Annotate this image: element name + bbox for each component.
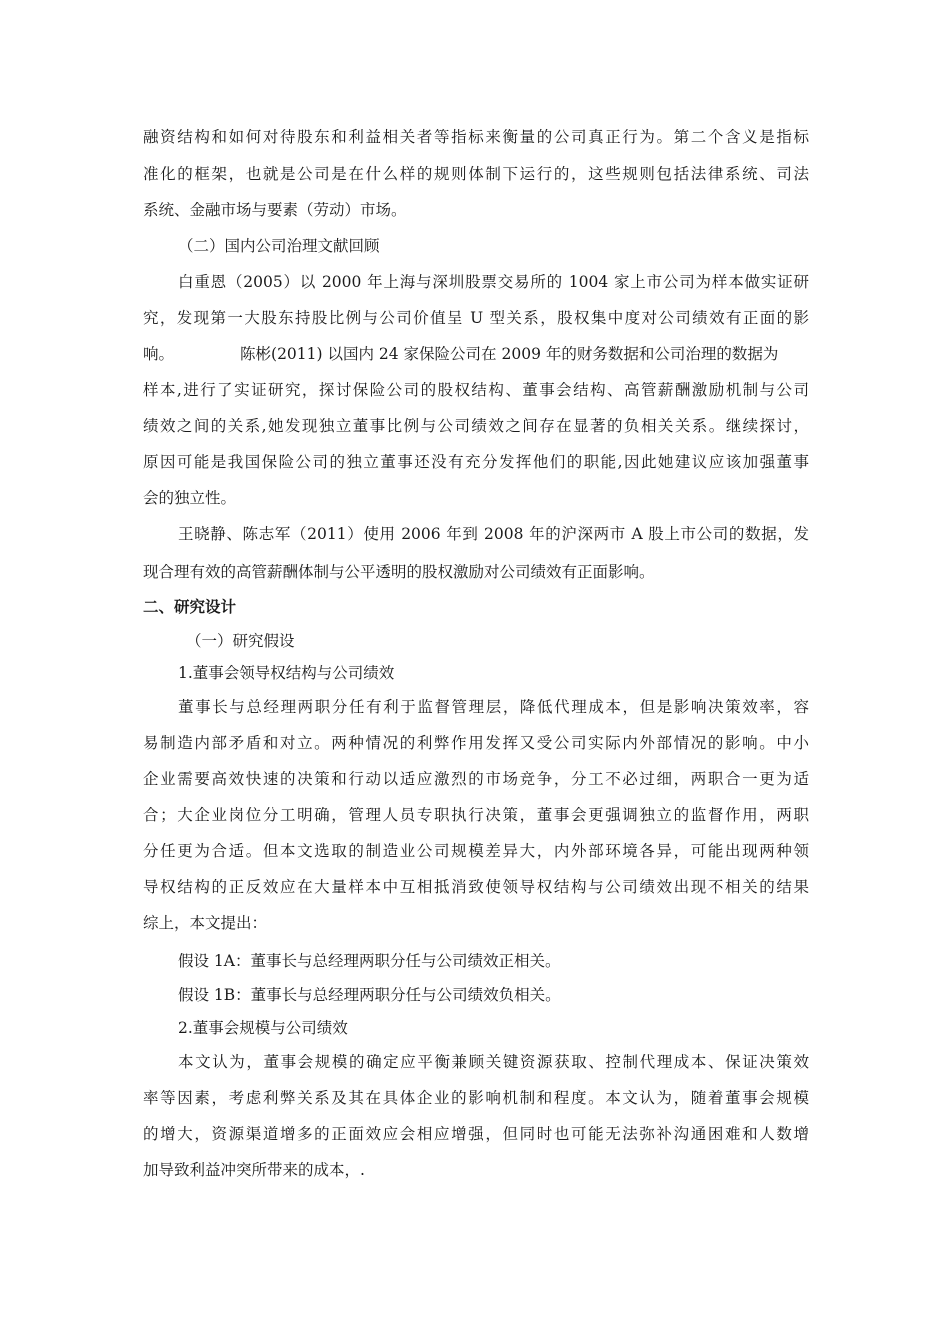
intro-line-2: 准化的框架，也就是公司是在什么样的规则体制下运行的，这些规则包括法律系统、司法 <box>143 165 809 183</box>
section-heading-research-design: 二、研究设计 <box>143 598 237 616</box>
board-size-line-1: 本文认为，董事会规模的确定应平衡兼顾关键资源获取、控制代理成本、保证决策效 <box>178 1053 809 1071</box>
board-size-line-3: 的增大，资源渠道增多的正面效应会相应增强，但同时也可能无法弥补沟通困难和人数增 <box>143 1125 809 1143</box>
wang-line-1: 王晓静、陈志军（2011）使用 2006 年到 2008 年的沪深两市 A 股上市公司的数据，发 <box>178 525 809 543</box>
hypothesis-1a: 假设 1A：董事长与总经理两职分任与公司绩效正相关。 <box>178 952 561 970</box>
board-size-line-2: 率等因素，考虑利弊关系及其在具体企业的影响机制和程度。本文认为，随着董事会规模 <box>143 1089 809 1107</box>
hypothesis-1b: 假设 1B：董事长与总经理两职分任与公司绩效负相关。 <box>178 986 561 1004</box>
bai-line-3-start: 响。 <box>143 345 175 363</box>
bai-line-4: 样本,进行了实证研究，探讨保险公司的股权结构、董事会结构、高管薪酬激励机制与公司 <box>143 381 809 399</box>
intro-line-1: 融资结构和如何对待股东和利益相关者等指标来衡量的公司真正行为。第二个含义是指标 <box>143 128 809 146</box>
leadership-line-7: 综上，本文提出： <box>143 914 268 932</box>
leadership-line-1: 董事长与总经理两职分任有利于监督管理层，降低代理成本，但是影响决策效率，容 <box>178 698 809 716</box>
subsection-heading-hypothesis: （一）研究假设 <box>186 632 295 650</box>
leadership-line-5: 分任更为合适。但本文选取的制造业公司规模差异大，内外部环境各异，可能出现两种领 <box>143 842 809 860</box>
leadership-line-2: 易制造内部矛盾和对立。两种情况的利弊作用发挥又受公司实际内外部情况的影响。中小 <box>143 734 809 752</box>
bai-line-5: 绩效之间的关系,她发现独立董事比例与公司绩效之间存在显著的负相关关系。继续探讨， <box>143 417 809 435</box>
leadership-line-6: 导权结构的正反效应在大量样本中互相抵消致使领导权结构与公司绩效出现不相关的结果 <box>143 878 809 896</box>
bai-line-6: 原因可能是我国保险公司的独立董事还没有充分发挥他们的职能,因此她建议应该加强董事 <box>143 453 809 471</box>
chen-bin-line-start: 陈彬(2011) 以国内 24 家保险公司在 2009 年的财务数据和公司治理的数据为 <box>240 345 779 363</box>
board-size-line-4: 加导致利益冲突所带来的成本，. <box>143 1161 365 1179</box>
intro-line-3: 系统、金融市场与要素（劳动）市场。 <box>143 201 407 219</box>
subsection-heading-board-leadership: 1.董事会领导权结构与公司绩效 <box>178 664 395 682</box>
section-heading-domestic-review: （二）国内公司治理文献回顾 <box>178 237 380 255</box>
bai-line-2: 究，发现第一大股东持股比例与公司价值呈 U 型关系，股权集中度对公司绩效有正面的影 <box>143 309 809 327</box>
leadership-line-4: 合；大企业岗位分工明确，管理人员专职执行决策，董事会更强调独立的监督作用，两职 <box>143 806 809 824</box>
bai-line-3 <box>143 344 809 364</box>
leadership-line-3: 企业需要高效快速的决策和行动以适应激烈的市场竞争，分工不必过细，两职合一更为适 <box>143 770 809 788</box>
bai-line-1: 白重恩（2005）以 2000 年上海与深圳股票交易所的 1004 家上市公司为样本做实证研 <box>178 273 809 291</box>
wang-line-2: 现合理有效的高管薪酬体制与公平透明的股权激励对公司绩效有正面影响。 <box>143 563 655 581</box>
subsection-heading-board-size: 2.董事会规模与公司绩效 <box>178 1019 348 1037</box>
bai-line-7: 会的独立性。 <box>143 489 237 507</box>
